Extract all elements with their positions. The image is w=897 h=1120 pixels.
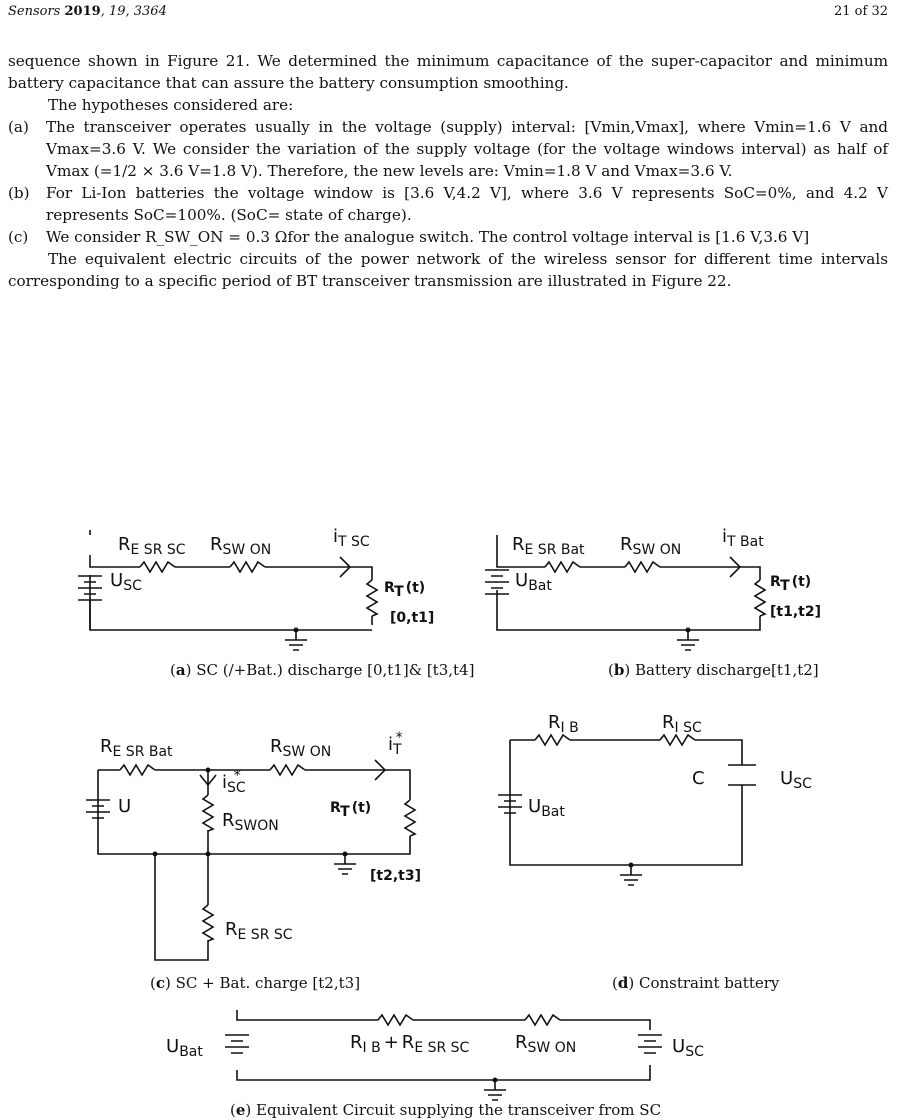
label-usc: $U_{SC}$: [110, 570, 142, 594]
label-rt: RT (t): [330, 800, 372, 820]
label-c: C: [692, 768, 705, 789]
label-usc: $U_{SC}$: [672, 1036, 704, 1060]
page-number: 21 of 32: [834, 4, 888, 19]
label-current-t-star: $i_T*$: [388, 730, 403, 758]
list-item: (b) For Li-Ion batteries the voltage window is [3.6 V,4.2 V], where 3.6 V represents SoC=0%, and 4.2 V represents SoC=100%. (SoC= state of charge).: [8, 184, 888, 224]
label-ubat: $U_{Bat}$: [515, 570, 552, 594]
label-rswon: $R_{SWON}$: [222, 810, 279, 834]
label-rsw-on: $R_{SW ON}$: [515, 1032, 577, 1056]
list-item: (c) We consider R_SW_ON = 0.3 Ωfor the analogue switch. The control voltage interval is [1.6 V,3.6 V]: [8, 228, 810, 246]
list-item: (a) The transceiver operates usually in the voltage (supply) interval: [Vmin,Vmax], where Vmin=1.6 V and Vmax=3.6 V. We consider the variation of the supply voltage (for the voltage windows interval) as half of Vmax (=1/2 × 3.6 V=1.8 V). Therefore, the new levels are: Vmin=1.8 V and Vmax=3.6 V.: [8, 118, 888, 180]
label-current-t-sc: $i_{T SC}$: [333, 526, 370, 550]
caption-e: (e) Equivalent Circuit supplying the transceiver from SC: [230, 1101, 662, 1119]
page-header: [8, 4, 888, 24]
label-resr-bat: $R_{E SR Bat}$: [100, 736, 173, 760]
caption-d: (d) Constraint battery: [612, 974, 780, 992]
label-ubat: $U_{Bat}$: [166, 1036, 203, 1060]
label-ubat: $U_{Bat}$: [528, 796, 565, 820]
label-rsw-on: $R_{SW ON}$: [620, 534, 682, 558]
label-rib: $R_{I B}$: [548, 712, 579, 736]
journal-citation: Sensors 2019, 19, 3364: [8, 4, 167, 19]
paragraph: The equivalent electric circuits of the power network of the wireless sensor for different time intervals corresponding to a specific period of BT transceiver transmission are illustrated in Figure 22.: [8, 250, 888, 290]
paragraph: The hypotheses considered are:: [48, 96, 294, 114]
label-interval: [t2,t3]: [370, 868, 421, 884]
body-text: [8, 50, 888, 292]
paragraph: sequence shown in Figure 21. We determined the minimum capacitance of the super-capacitor and minimum battery capacitance that can assure the battery consumption smoothing.: [8, 52, 888, 92]
label-rt: RT (t): [384, 580, 426, 600]
label-current-t-bat: $i_{T Bat}$: [722, 526, 764, 550]
label-rib-resr-sc: $R_{I B} + R_{E SR SC}$: [350, 1032, 470, 1056]
label-risc: $R_{I SC}$: [662, 712, 702, 736]
label-resr-bat: $R_{E SR Bat}$: [512, 534, 585, 558]
label-current-sc-star: $i_{SC}*$: [222, 768, 246, 796]
label-interval: [0,t1]: [390, 610, 435, 626]
label-resr-sc: $R_{E SR SC}$: [118, 534, 186, 558]
label-rsw-on: $R_{SW ON}$: [210, 534, 272, 558]
caption-b: (b) Battery discharge[t1,t2]: [608, 661, 819, 679]
label-rsw-on: $R_{SW ON}$: [270, 736, 332, 760]
label-u: U: [118, 796, 132, 817]
label-resr-sc: $R_{E SR SC}$: [225, 919, 293, 943]
label-usc: $U_{SC}$: [780, 768, 812, 792]
caption-a: (a) SC (/+Bat.) discharge [0,t1]& [t3,t4]: [170, 661, 475, 679]
caption-c: (c) SC + Bat. charge [t2,t3]: [150, 974, 361, 992]
label-interval: [t1,t2]: [770, 604, 821, 620]
figure-22-circuits: [0, 440, 897, 1120]
label-rt: RT (t): [770, 574, 812, 594]
